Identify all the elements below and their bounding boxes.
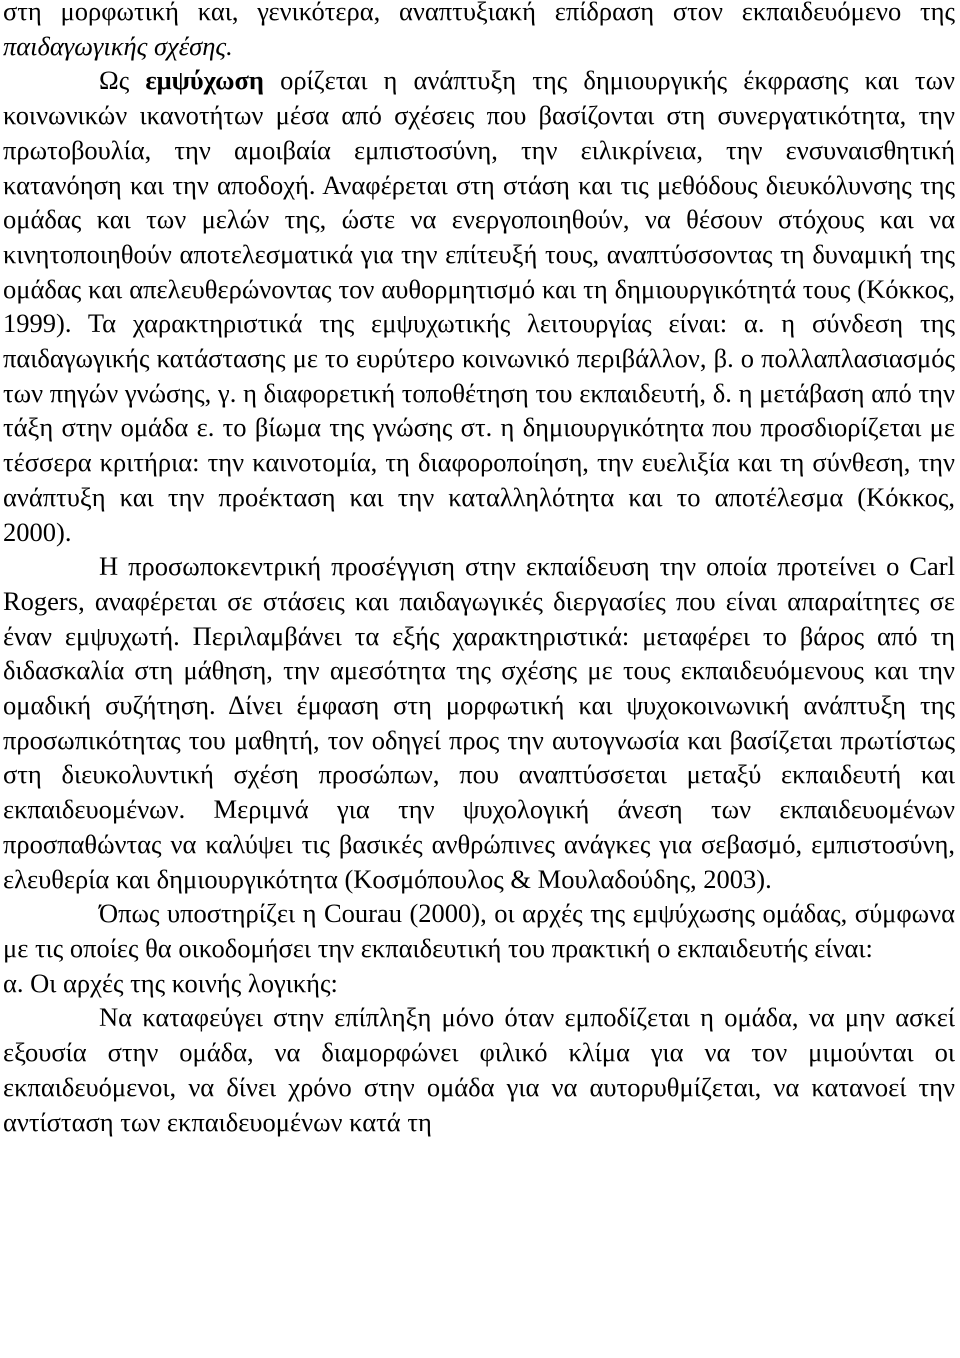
paragraph-rogers bbox=[3, 549, 955, 896]
document-page bbox=[3, 0, 955, 1139]
paragraph-text: Η προσωποκεντρική προσέγγιση στην εκπαίδευση την οποία προτείνει ο Carl Rogers, αναφέρεται σε στάσεις και παιδαγωγικές διεργασίες που είναι απαραίτητες σε έναν εμψυχωτή. Περιλαμβάνει τα εξής χαρακτηριστικά: μεταφέρει το βάρος από τη διδασκαλία στη μάθηση, την αμεσότητα της σχέσης με τους εκπαιδευόμενους και την ομαδική συζήτηση. Δίνει έμφαση στη μορφωτική και ψυχοκοινωνική ανάπτυξη της προσωπικότητας του μαθητή, τον οδηγεί προς την αυτογνωσία και βασίζεται πρωτίστως στη διευκολυντική σχέση προσώπων, που αναπτύσσεται μεταξύ εκπαιδευτή και εκπαιδευομένων. Μεριμνά για την ψυχολογική άνεση των εκπαιδευομένων προσπαθώντας να καλύψει τις βασικές ανθρώπινες ανάγκες για σεβασμό, εμπιστοσύνη, ελευθερία και δημιουργικότητα (Κοσμόπουλος & Μουλαδούδης, 2003). bbox=[3, 551, 955, 894]
paragraph-text: Να καταφεύγει στην επίπληξη μόνο όταν εμποδίζεται η ομάδα, να μην ασκεί εξουσία στην ομάδα, να διαμορφώνει φιλικό κλίμα για να τον μιμούνται οι εκπαιδευόμενοι, να δίνει χρόνο στην ομάδα για να αυτορυθμίζεται, να κατανοεί την αντίσταση των εκπαιδευομένων κατά τη bbox=[3, 1002, 955, 1137]
paragraph-text: Όπως υποστηρίζει η Courau (2000), οι αρχές της εμψύχωσης ομάδας, σύμφωνα με τις οποίες θα οικοδομήσει την εκπαιδευτική του πρακτική ο εκπαιδευτής είναι: bbox=[3, 898, 955, 963]
paragraph-text: στη μορφωτική και, γενικότερα, αναπτυξιακή επίδραση στον εκπαιδευόμενο της bbox=[3, 0, 955, 26]
paragraph-empsychosi-definition bbox=[3, 63, 955, 549]
italic-phrase: παιδαγωγικής σχέσης. bbox=[3, 30, 233, 61]
paragraph-text: ορίζεται η ανάπτυξη της δημιουργικής έκφρασης και των κοινωνικών ικανοτήτων μέσα από σχέσεις που βασίζονται στη συνεργατικότητα, την πρωτοβουλία, την αμοιβαία εμπιστοσύνη, την ειλικρίνεια, την ενσυναισθητική κατανόηση και την αποδοχή. Αναφέρεται στη στάση και τις μεθόδους διευκόλυνσης της ομάδας και των μελών της, ώστε να ενεργοποιηθούν, να θέσουν στόχους και να κινητοποιηθούν αποτελεσματικά για την επίτευξή τους, αναπτύσσοντας τη δυναμική της ομάδας και απελευθερώνοντας τον αυθορμητισμό και τη δημιουργικότητά τους (Κόκκος, 1999). Τα χαρακτηριστικά της εμψυχωτικής λειτουργίας είναι: α. η σύνδεση της παιδαγωγικής κατάστασης με το ευρύτερο κοινωνικό περιβάλλον, β. ο πολλαπλασιασμός των πηγών γνώσης, γ. η διαφορετική τοποθέτηση του εκπαιδευτή, δ. η μετάβαση από την τάξη στην ομάδα ε. το βίωμα της γνώσης στ. η δημιουργικότητα που προσδιορίζεται με τέσσερα κριτήρια: την καινοτομία, τη διαφοροποίηση, την ευελιξία και τη σύνθεση, την ανάπτυξη και την προέκταση και την καταλληλότητα και το αποτέλεσμα (Κόκκος, 2000). bbox=[3, 65, 955, 547]
bold-term: εμψύχωση bbox=[145, 65, 264, 96]
paragraph-courau bbox=[3, 896, 955, 965]
paragraph-lead: Ως bbox=[99, 65, 146, 96]
paragraph-continuation bbox=[3, 0, 955, 63]
list-heading-alpha bbox=[3, 966, 955, 1001]
paragraph-text: α. Οι αρχές της κοινής λογικής: bbox=[3, 967, 338, 998]
paragraph-common-sense bbox=[3, 1000, 955, 1139]
